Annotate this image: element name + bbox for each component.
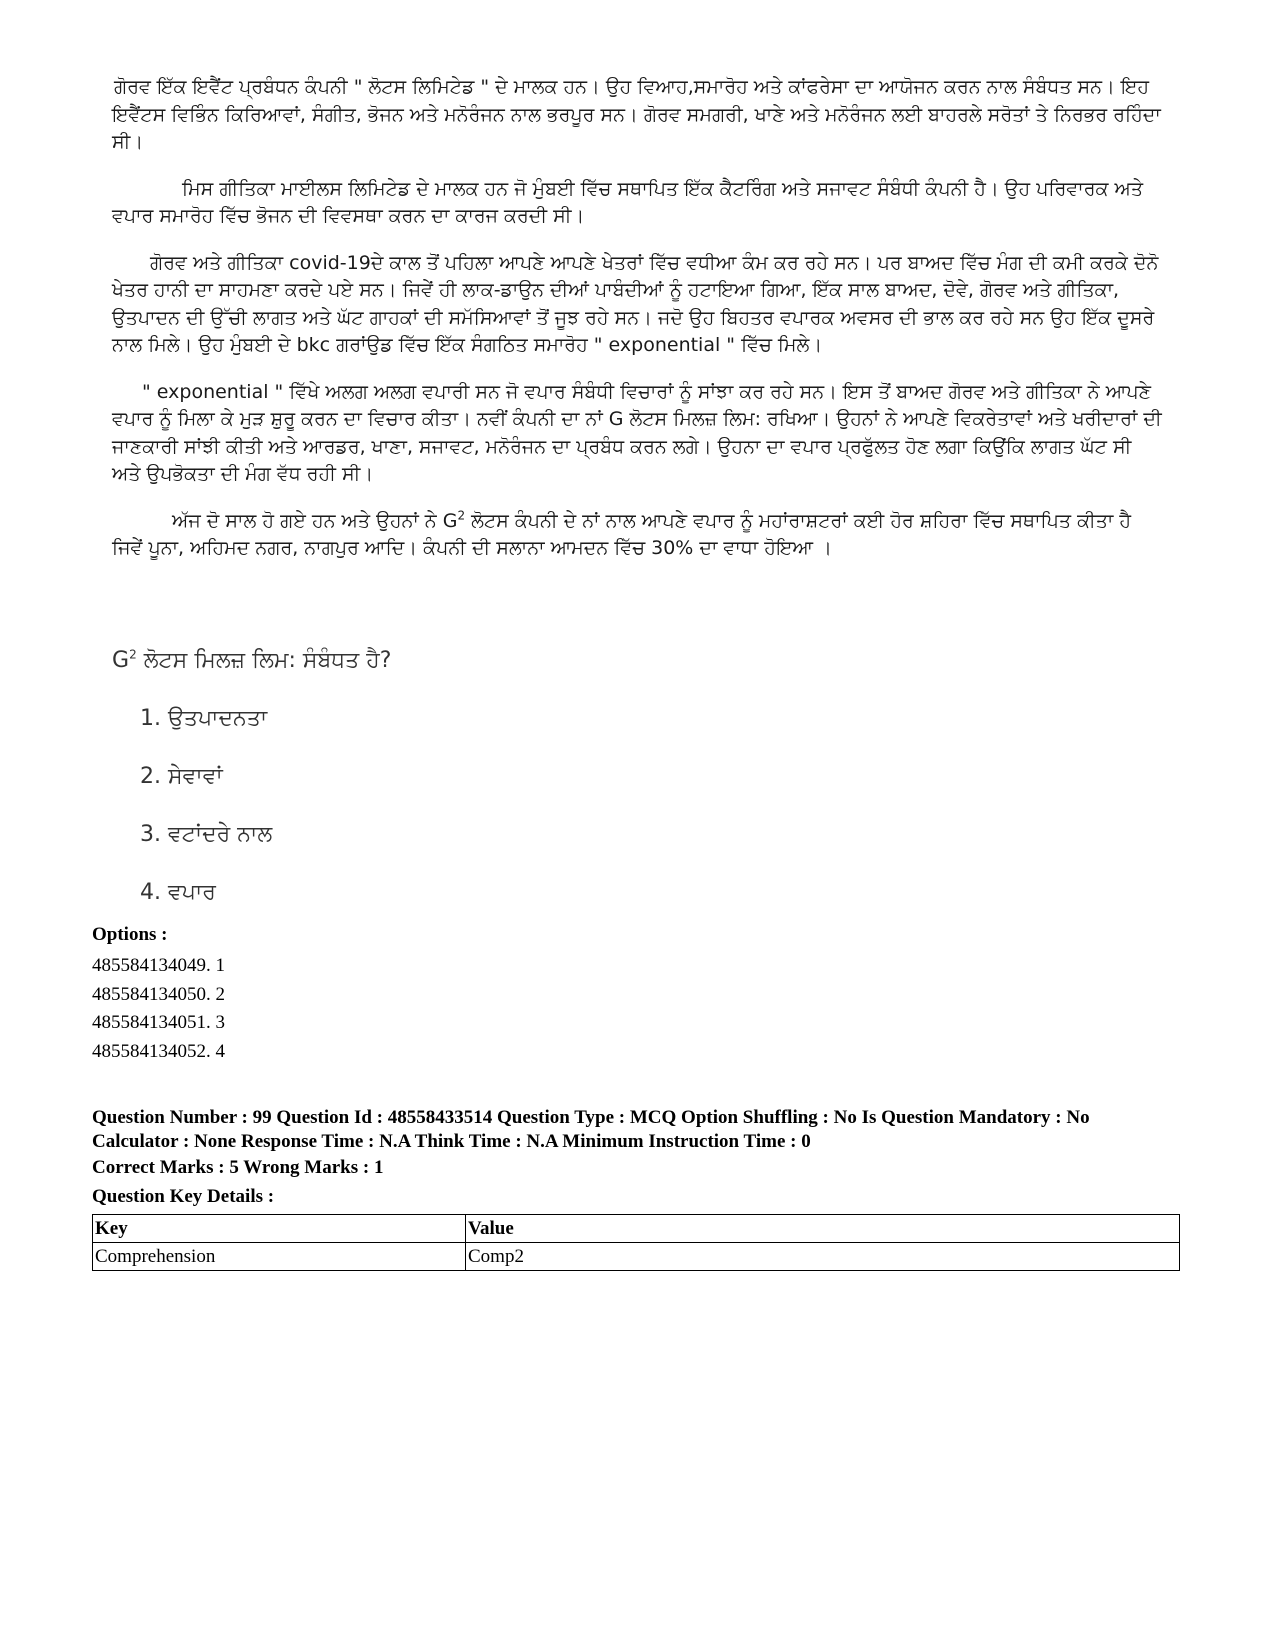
- choice-item: 3. ਵਟਾਂਦਰੇ ਨਾਲ: [140, 822, 273, 847]
- question-superscript: 2: [129, 647, 137, 662]
- table-row: [93, 1243, 1180, 1271]
- answer-choices: [140, 706, 272, 938]
- choice-item: 4. ਵਪਾਰ: [140, 880, 216, 905]
- table-header-row: [93, 1215, 1180, 1243]
- option-id-item: 485584134050. 2: [92, 983, 225, 1005]
- choice-item: 2. ਸੇਵਾਵਾਂ: [140, 764, 223, 789]
- question-info: Question Number : 99 Question Id : 48558433514 Question Type : MCQ Option Shuffling : No Is Question Mandatory : No Calculator : None Response Time : N.A Think Time : N.A Minimum Instruction Time : 0: [92, 1107, 1090, 1152]
- options-title: Options :: [92, 924, 168, 945]
- option-id-item: 485584134052. 4: [92, 1040, 225, 1062]
- passage-p5-superscript: 2: [457, 508, 466, 523]
- option-id-item: 485584134049. 1: [92, 955, 225, 976]
- passage-paragraph-1: ਗੋਰਵ ਇੱਕ ਇਵੈਂਟ ਪ੍ਰਬੰਧਨ ਕੰਪਨੀ " ਲੋਟਸ ਲਿਮਿਟੇਡ " ਦੇ ਮਾਲਕ ਹਨ। ਉਹ ਵਿਆਹ,ਸਮਾਰੋਹ ਅਤੇ ਕਾਂਫਰੇਸਾ ਦਾ ਆਯੋਜਨ ਕਰਨ ਨਾਲ ਸੰਬੰਧਤ ਸਨ। ਇਹ ਇਵੈਂਟਸ ਵਿਭਿੰਨ ਕਿਰਿਆਵਾਂ, ਸੰਗੀਤ, ਭੋਜਨ ਅਤੇ ਮਨੋਰੰਜਨ ਨਾਲ ਭਰਪੂਰ ਸਨ। ਗੋਰਵ ਸਮਗਰੀ, ਖਾਣੇ ਅਤੇ ਮਨੋਰੰਜਨ ਲਈ ਬਾਹਰਲੇ ਸਰੋਤਾਂ ਤੇ ਨਿਰਭਰ ਰਹਿੰਦਾ ਸੀ।: [112, 76, 1161, 153]
- key-details-table: [92, 1214, 1180, 1271]
- key-details-title: Question Key Details :: [92, 1186, 275, 1207]
- question-body: ਲੋਟਸ ਮਿਲਜ਼ ਲਿਮ: ਸੰਬੰਧਤ ਹੈ?: [136, 648, 392, 673]
- choice-item: 1. ਉਤਪਾਦਨਤਾ: [140, 706, 268, 731]
- table-cell-value: Comp2: [466, 1243, 1180, 1271]
- passage-paragraph-2: ਮਿਸ ਗੀਤਿਕਾ ਮਾਈਲਸ ਲਿਮਿਟੇਡ ਦੇ ਮਾਲਕ ਹਨ ਜੋ ਮੁੰਬਈ ਵਿੱਚ ਸਥਾਪਿਤ ਇੱਕ ਕੈਟਰਿੰਗ ਅਤੇ ਸਜਾਵਟ ਸੰਬੰਧੀ ਕੰਪਨੀ ਹੈ। ਉਹ ਪਰਿਵਾਰਕ ਅਤੇ ਵਪਾਰ ਸਮਾਰੋਹ ਵਿੱਚ ਭੋਜਨ ਦੀ ਵਿਵਸਥਾ ਕਰਨ ਦਾ ਕਾਰਜ ਕਰਦੀ ਸੀ।: [112, 177, 1143, 227]
- question-prefix: G: [112, 648, 130, 673]
- passage-p5-text-a: ਅੱਜ ਦੋ ਸਾਲ ਹੋ ਗਏ ਹਨ ਅਤੇ ਉਹਨਾਂ ਨੇ G: [172, 509, 458, 532]
- passage-paragraph-5: [112, 508, 1162, 563]
- table-header-key: Key: [93, 1215, 466, 1243]
- table-cell-key: Comprehension: [93, 1243, 466, 1271]
- passage-paragraph-3: ਗੋਰਵ ਅਤੇ ਗੀਤਿਕਾ covid-19ਦੇ ਕਾਲ ਤੋਂ ਪਹਿਲਾ ਆਪਣੇ ਆਪਣੇ ਖੇਤਰਾਂ ਵਿੱਚ ਵਧੀਆ ਕੰਮ ਕਰ ਰਹੇ ਸਨ। ਪਰ ਬਾਅਦ ਵਿੱਚ ਮੰਗ ਦੀ ਕਮੀ ਕਰਕੇ ਦੋਨੋ ਖੇਤਰ ਹਾਨੀ ਦਾ ਸਾਹਮਣਾ ਕਰਦੇ ਪਏ ਸਨ। ਜਿਵੇਂ ਹੀ ਲਾਕ-ਡਾਉਨ ਦੀਆਂ ਪਾਬੰਦੀਆਂ ਨੂੰ ਹਟਾਇਆ ਗਿਆ, ਇੱਕ ਸਾਲ ਬਾਅਦ, ਦੋਵੇ, ਗੋਰਵ ਅਤੇ ਗੀਤਿਕਾ, ਉਤਪਾਦਨ ਦੀ ਉੱਚੀ ਲਾਗਤ ਅਤੇ ਘੱਟ ਗਾਹਕਾਂ ਦੀ ਸਮੱਸਿਆਵਾਂ ਤੋਂ ਜੂਝ ਰਹੇ ਸਨ। ਜਦੋ ਉਹ ਬਿਹਤਰ ਵਪਾਰਕ ਅਵਸਰ ਦੀ ਭਾਲ ਕਰ ਰਹੇ ਸਨ ਉਹ ਇੱਕ ਦੂਸਰੇ ਨਾਲ ਮਿਲੇ। ਉਹ ਮੁੰਬਈ ਦੇ bkc ਗਰਾਂਉਡ ਵਿੱਚ ਇੱਕ ਸੰਗਠਿਤ ਸਮਾਰੋਹ " exponential " ਵਿੱਚ ਮਿਲੇ।: [112, 251, 1159, 356]
- table-header-value: Value: [466, 1215, 1180, 1243]
- passage-paragraph-4: " exponential " ਵਿੱਖੇ ਅਲਗ ਅਲਗ ਵਪਾਰੀ ਸਨ ਜੋ ਵਪਾਰ ਸੰਬੰਧੀ ਵਿਚਾਰਾਂ ਨੂੰ ਸਾਂਝਾ ਕਰ ਰਹੇ ਸਨ। ਇਸ ਤੋਂ ਬਾਅਦ ਗੋਰਵ ਅਤੇ ਗੀਤਿਕਾ ਨੇ ਆਪਣੇ ਵਪਾਰ ਨੂੰ ਮਿਲਾ ਕੇ ਮੁੜ ਸ਼ੁਰੂ ਕਰਨ ਦਾ ਵਿਚਾਰ ਕੀਤਾ। ਨਵੀਂ ਕੰਪਨੀ ਦਾ ਨਾਂ G ਲੋਟਸ ਮਿਲਜ਼ ਲਿਮ: ਰਖਿਆ। ਉਹਨਾਂ ਨੇ ਆਪਣੇ ਵਿਕਰੇਤਾਵਾਂ ਅਤੇ ਖਰੀਦਾਰਾਂ ਦੀ ਜਾਣਕਾਰੀ ਸਾਂਝੀ ਕੀਤੀ ਅਤੇ ਆਰਡਰ, ਖਾਣਾ, ਸਜਾਵਟ, ਮਨੋਰੰਜਨ ਦਾ ਪ੍ਰਬੰਧ ਕਰਨ ਲਗੇ। ਉਹਨਾ ਦਾ ਵਪਾਰ ਪ੍ਰਫੁੱਲਤ ਹੋਣ ਲਗਾ ਕਿਉਂਕਿ ਲਾਗਤ ਘੱਟ ਸੀ ਅਤੇ ਉਪਭੋਕਤਾ ਦੀ ਮੰਗ ਵੱਧ ਰਹੀ ਸੀ।: [112, 380, 1162, 485]
- passage-p5-text-b: ਲੋਟਸ ਕੰਪਨੀ ਦੇ ਨਾਂ ਨਾਲ ਆਪਣੇ ਵਪਾਰ ਨੂੰ ਮਹਾਂਰਾਸ਼ਟਰਾਂ ਕਈ ਹੋਰ ਸ਼ਹਿਰਾ ਵਿੱਚ ਸਥਾਪਿਤ ਕੀਤਾ ਹੈ ਜਿਵੇਂ ਪੂਨਾ, ਅਹਿਮਦ ਨਗਰ, ਨਾਗਪੁਰ ਆਦਿ। ਕੰਪਨੀ ਦੀ ਸਲਾਨਾ ਆਮਦਨ ਵਿੱਚ 30% ਦਾ ਵਾਧਾ ਹੋਇਆ ।: [112, 509, 1132, 559]
- marks-info: Correct Marks : 5 Wrong Marks : 1: [92, 1157, 384, 1178]
- option-id-item: 485584134051. 3: [92, 1012, 225, 1033]
- question-text: [112, 648, 391, 673]
- comprehension-passage: [112, 74, 1162, 582]
- options-list: [92, 952, 225, 1066]
